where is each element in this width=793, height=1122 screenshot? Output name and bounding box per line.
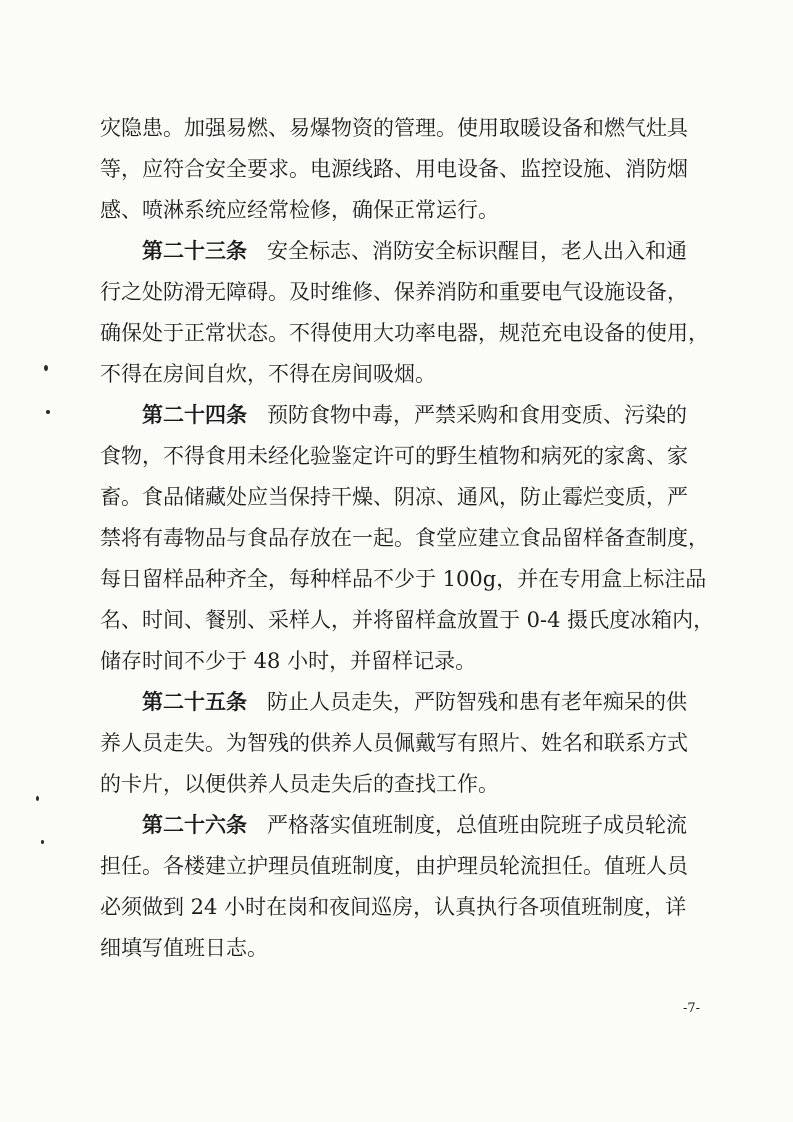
article-26-first-text: 严格落实值班制度，总值班由院班子成员轮流 xyxy=(267,813,687,837)
article-26-first-line xyxy=(142,806,700,844)
paragraph-line: 确保处于正常状态。不得使用大功率电器，规范充电设备的使用， xyxy=(100,321,709,345)
article-23-first-text: 安全标志、消防安全标识醒目，老人出入和通 xyxy=(267,239,687,263)
paragraph-line: 禁将有毒物品与食品存放在一起。食堂应建立食品留样备查制度， xyxy=(100,526,709,550)
paragraph-line: 细填写值班日志。 xyxy=(100,936,268,960)
paragraph-line: 名、时间、餐别、采样人，并将留样盒放置于 0-4 摄氏度冰箱内， xyxy=(100,608,715,632)
article-23-title: 第二十三条 xyxy=(142,238,247,263)
scan-mark xyxy=(41,840,44,844)
paragraph-line: 每日留样品种齐全，每种样品不少于 100g，并在专用盒上标注品 xyxy=(100,567,707,591)
article-23-first-line xyxy=(142,232,700,270)
paragraph-line: 行之处防滑无障碍。及时维修、保养消防和重要电气设施设备， xyxy=(100,280,688,304)
scan-mark xyxy=(36,796,39,801)
paragraph-line: 灾隐患。加强易燃、易爆物资的管理。使用取暖设备和燃气灶具 xyxy=(100,116,688,140)
article-25-first-line xyxy=(142,683,700,721)
article-25-first-text: 防止人员走失，严防智残和患有老年痴呆的供 xyxy=(267,690,687,714)
article-26-title: 第二十六条 xyxy=(142,812,247,837)
paragraph-line: 必须做到 24 小时在岗和夜间巡房，认真执行各项值班制度，详 xyxy=(100,895,687,919)
paragraph-line: 畜。食品储藏处应当保持干燥、阴凉、通风，防止霉烂变质，严 xyxy=(100,485,688,509)
article-24-title: 第二十四条 xyxy=(142,402,247,427)
article-25-title: 第二十五条 xyxy=(142,689,247,714)
paragraph-line: 的卡片，以便供养人员走失后的查找工作。 xyxy=(100,772,499,796)
page-number: -7- xyxy=(683,1001,701,1016)
paragraph-line: 储存时间不少于 48 小时，并留样记录。 xyxy=(100,649,477,673)
paragraph-line: 食物，不得食用未经化验鉴定许可的野生植物和病死的家禽、家 xyxy=(100,444,688,468)
paragraph-line: 担任。各楼建立护理员值班制度，由护理员轮流担任。值班人员 xyxy=(100,854,688,878)
paragraph-line: 养人员走失。为智残的供养人员佩戴写有照片、姓名和联系方式 xyxy=(100,731,688,755)
scan-mark xyxy=(44,365,48,371)
scan-mark xyxy=(46,410,50,414)
paragraph-line: 不得在房间自炊，不得在房间吸烟。 xyxy=(100,362,436,386)
paragraph-line: 等，应符合安全要求。电源线路、用电设备、监控设施、消防烟 xyxy=(100,157,688,181)
article-24-first-line xyxy=(142,396,700,434)
paragraph-line: 感、喷淋系统应经常检修，确保正常运行。 xyxy=(100,198,499,222)
article-24-first-text: 预防食物中毒，严禁采购和食用变质、污染的 xyxy=(267,403,687,427)
